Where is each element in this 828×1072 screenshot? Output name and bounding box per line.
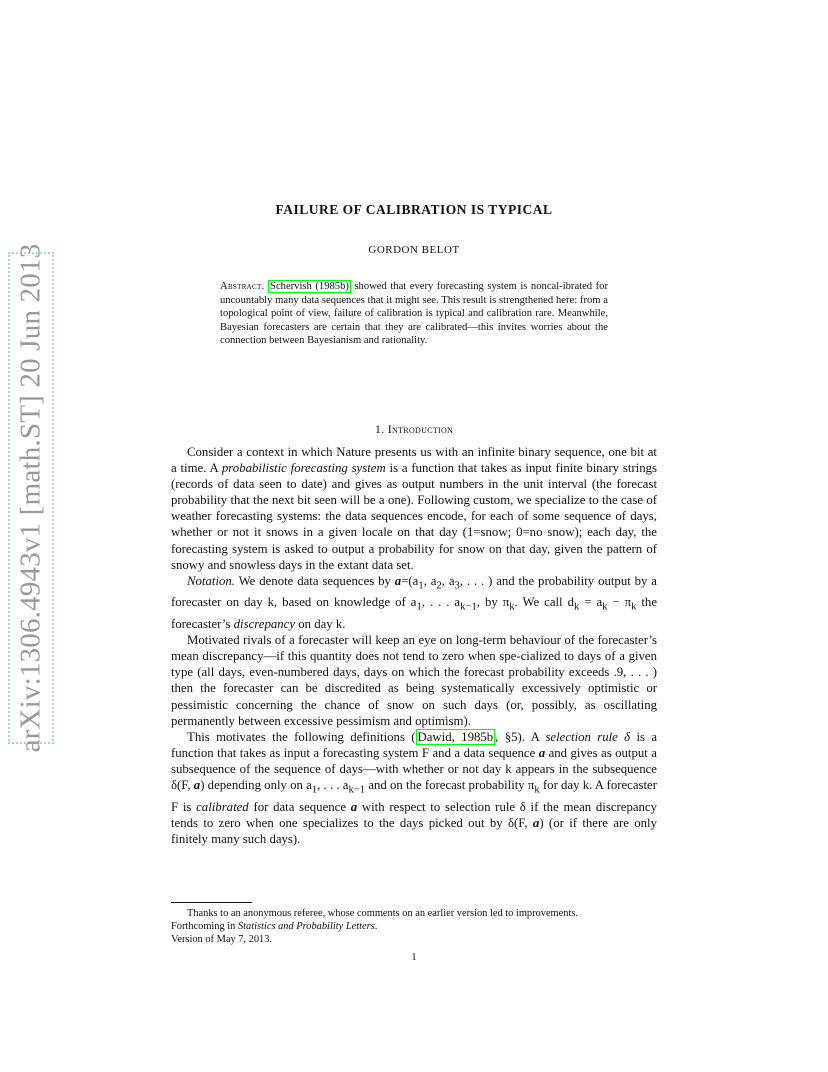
citation-link-dawid[interactable]: Dawid, 1985b <box>417 729 494 744</box>
paragraph-notation: Notation. We denote data sequences by $a=(a_1$, $a_2$, $a_3$, . . . ) and the probability output by a forecaster on day k, based on knowledge of $a_1$, . . . $a_{k-1}$, by $\pi_k$. We call $d_k = a_k - \pi_k$ the forecaster’s discrepancy on day k. <box>171 573 658 632</box>
page-number: 1 <box>411 952 417 963</box>
paper-title: FAILURE OF CALIBRATION IS TYPICAL <box>275 202 553 217</box>
paper-author: GORDON BELOT <box>368 244 460 256</box>
footnote-thanks: Thanks to an anonymous referee, whose comments on an earlier version led to improvements. <box>187 908 578 919</box>
footnote <box>171 907 657 946</box>
footnote-rule <box>171 902 252 903</box>
paragraph-3: Motivated rivals of a forecaster will keep an eye on long-term behaviour of the forecaster’s mean discrepancy—if this quantity does not tend to zero when spe-cialized to days of a given type (all days, even-numbered days, days on which the forecast probability exceeds .9, . . . ) then the forecaster can be discredited as being systematically excessively optimistic or pessimistic concerning the chance of snow on such days (or, possibly, as oscillating permanently between excessive pessimism and optimism). <box>171 633 657 728</box>
abstract <box>220 280 608 348</box>
arxiv-stamp-text: arXiv:1306.4943v1 [math.ST] 20 Jun 2013 <box>14 243 47 753</box>
footnote-forthcoming: Forthcoming in Statistics and Probability Letters. <box>171 921 378 932</box>
citation-link-schervish[interactable]: Schervish (1985b) <box>270 281 349 292</box>
paragraph-1: Consider a context in which Nature presents us with an infinite binary sequence, one bit at a time. A probabilistic forecasting system is a function that takes as input finite binary strings (records of data seen to date) and gives as output numbers in the unit interval (the forecast probability that the next bit seen will be a one). Following custom, we specialize to the case of weather forecasting systems: the data sequences encode, for each of some sequence of days, whether or not it snows in a given locale on that day (1=snow; 0=no snow); each day, the forecasting system is asked to output a probability for snow on that day, given the pattern of snowy and snowless days in the extant data set. <box>171 445 657 572</box>
abstract-label: Abstract. <box>220 281 265 292</box>
paragraph-4: This motivates the following definitions ( Dawid, 1985b , §5). A selection rule δ is a function that takes as input a forecasting system F and a data sequence a and gives as output a subsequence of the sequence of days—with whether or not day k appears in the subsequence δ(F, a) depending only on $a_1$, . . . $a_{k-1}$ and on the forecast probability $\pi_k$ for day k. A forecaster F is calibrated for data sequence a with respect to selection rule δ if the mean discrepancy tends to zero when one specializes to the days picked out by δ(F, a) (or if there are only finitely many such days). <box>171 729 657 846</box>
body-text <box>171 444 657 847</box>
section-heading: 1. Introduction <box>374 422 454 436</box>
arxiv-stamp <box>8 243 54 753</box>
abstract-text: showed that every forecasting system is noncal-ibrated for uncountably many data sequences that it might see. This result is strengthened here: from a topological point of view, failure of calibration is typical and calibration rare. Meanwhile, Bayesian forecasters are certain that they are calibrated—this invites worries about the connection between Bayesianism and rationality. <box>220 281 608 346</box>
footnote-version: Version of May 7, 2013. <box>171 934 273 945</box>
